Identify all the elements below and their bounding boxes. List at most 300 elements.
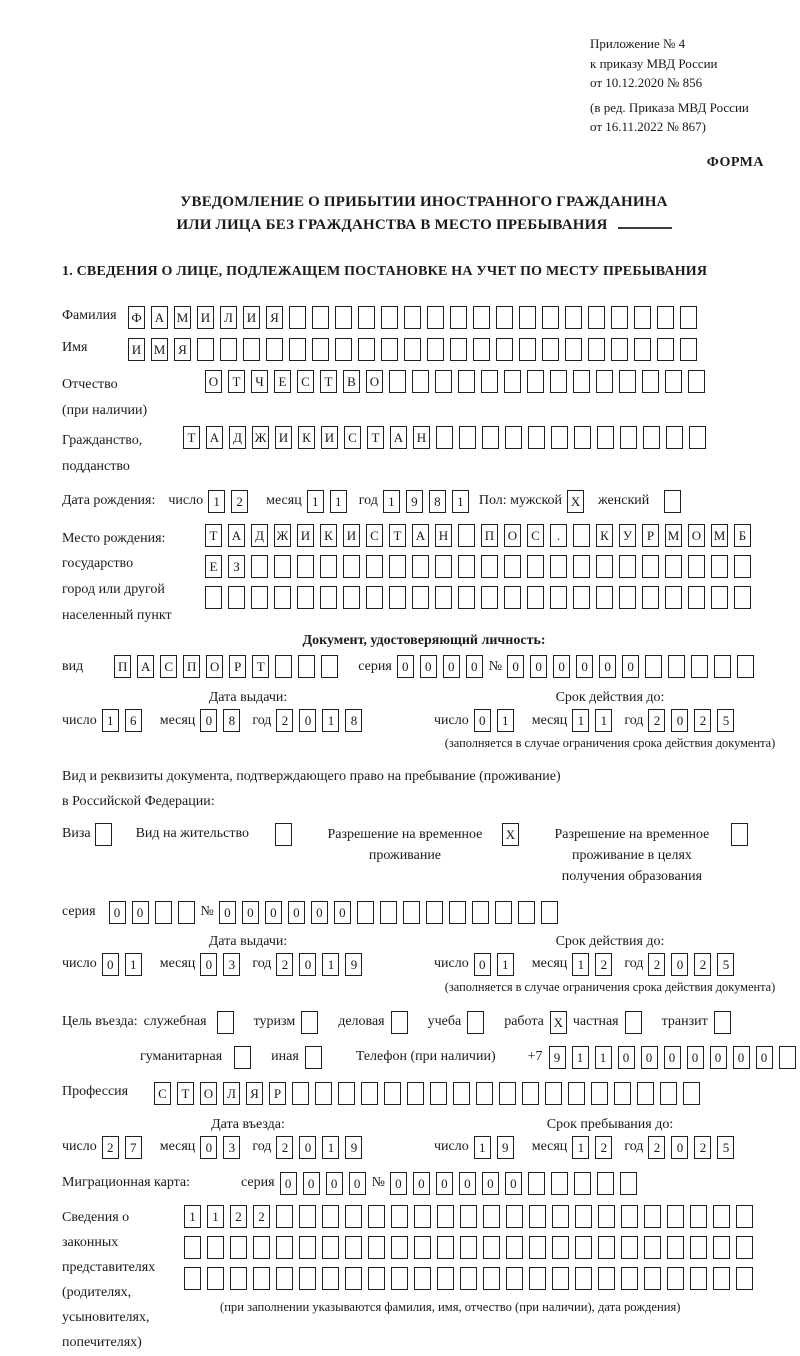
purpose-delovaya-checkbox[interactable] <box>391 1011 414 1034</box>
char-box[interactable]: С <box>527 524 544 547</box>
char-box[interactable] <box>552 1236 569 1259</box>
char-box[interactable]: О <box>504 524 521 547</box>
char-box[interactable] <box>550 555 567 578</box>
char-box[interactable]: И <box>321 426 338 449</box>
char-box[interactable] <box>528 426 545 449</box>
char-box[interactable]: 0 <box>109 901 126 924</box>
char-box[interactable] <box>184 1236 201 1259</box>
char-box[interactable] <box>519 306 536 329</box>
char-box[interactable] <box>366 586 383 609</box>
char-box[interactable]: 3 <box>223 953 240 976</box>
char-box[interactable]: 1 <box>307 490 324 513</box>
char-box[interactable]: С <box>160 655 177 678</box>
char-box[interactable] <box>414 1236 431 1259</box>
char-box[interactable]: 0 <box>413 1172 430 1195</box>
doc-valid-month-boxes[interactable] <box>572 709 618 732</box>
char-box[interactable] <box>483 1267 500 1290</box>
char-box[interactable] <box>404 338 421 361</box>
char-box[interactable] <box>642 586 659 609</box>
char-box[interactable] <box>598 1205 615 1228</box>
char-box[interactable] <box>426 901 443 924</box>
char-box[interactable] <box>591 1082 608 1105</box>
char-box[interactable] <box>736 1236 753 1259</box>
char-box[interactable]: И <box>297 524 314 547</box>
char-box[interactable] <box>298 655 315 678</box>
char-box[interactable] <box>435 370 452 393</box>
birthplace-row2-boxes[interactable] <box>205 555 757 578</box>
char-box[interactable]: 0 <box>474 709 491 732</box>
char-box[interactable]: 0 <box>397 655 414 678</box>
char-box[interactable]: Я <box>174 338 191 361</box>
char-box[interactable] <box>688 555 705 578</box>
char-box[interactable]: 0 <box>507 655 524 678</box>
char-box[interactable] <box>453 1082 470 1105</box>
char-box[interactable] <box>460 1205 477 1228</box>
char-box[interactable] <box>665 370 682 393</box>
residence-valid-year-boxes[interactable] <box>648 953 740 976</box>
char-box[interactable] <box>320 555 337 578</box>
citizenship-boxes[interactable] <box>183 426 712 449</box>
char-box[interactable]: Н <box>413 426 430 449</box>
char-box[interactable] <box>506 1267 523 1290</box>
char-box[interactable] <box>637 1082 654 1105</box>
char-box[interactable]: 1 <box>208 490 225 513</box>
char-box[interactable] <box>634 306 651 329</box>
char-box[interactable]: 9 <box>345 1136 362 1159</box>
char-box[interactable] <box>714 655 731 678</box>
char-box[interactable] <box>243 338 260 361</box>
char-box[interactable] <box>644 1236 661 1259</box>
char-box[interactable] <box>228 586 245 609</box>
doc-valid-day-boxes[interactable] <box>474 709 520 732</box>
char-box[interactable] <box>575 1205 592 1228</box>
char-box[interactable] <box>619 370 636 393</box>
char-box[interactable] <box>483 1236 500 1259</box>
birthdate-year-boxes[interactable] <box>383 490 475 513</box>
char-box[interactable]: М <box>665 524 682 547</box>
char-box[interactable]: 0 <box>349 1172 366 1195</box>
char-box[interactable] <box>358 338 375 361</box>
char-box[interactable] <box>573 524 590 547</box>
char-box[interactable] <box>496 338 513 361</box>
char-box[interactable] <box>184 1267 201 1290</box>
char-box[interactable]: 2 <box>231 490 248 513</box>
char-box[interactable]: С <box>366 524 383 547</box>
char-box[interactable] <box>343 555 360 578</box>
char-box[interactable] <box>621 1205 638 1228</box>
char-box[interactable] <box>482 426 499 449</box>
char-box[interactable] <box>322 1236 339 1259</box>
char-box[interactable] <box>731 823 748 846</box>
surname-boxes[interactable] <box>128 306 703 329</box>
char-box[interactable] <box>427 306 444 329</box>
char-box[interactable] <box>251 555 268 578</box>
char-box[interactable] <box>276 1236 293 1259</box>
char-box[interactable] <box>504 586 521 609</box>
char-box[interactable] <box>527 586 544 609</box>
char-box[interactable] <box>414 1205 431 1228</box>
char-box[interactable]: Б <box>734 524 751 547</box>
char-box[interactable] <box>529 1267 546 1290</box>
char-box[interactable] <box>598 1267 615 1290</box>
char-box[interactable]: Ф <box>128 306 145 329</box>
char-box[interactable] <box>620 426 637 449</box>
profession-boxes[interactable] <box>154 1082 706 1105</box>
char-box[interactable]: 2 <box>276 709 293 732</box>
char-box[interactable] <box>529 1236 546 1259</box>
char-box[interactable]: 1 <box>497 953 514 976</box>
char-box[interactable] <box>619 586 636 609</box>
char-box[interactable]: Т <box>177 1082 194 1105</box>
char-box[interactable] <box>611 338 628 361</box>
char-box[interactable] <box>667 1236 684 1259</box>
char-box[interactable]: 0 <box>132 901 149 924</box>
patronymic-boxes[interactable] <box>205 370 711 393</box>
char-box[interactable]: 8 <box>223 709 240 732</box>
char-box[interactable] <box>361 1082 378 1105</box>
char-box[interactable] <box>217 1011 234 1034</box>
char-box[interactable] <box>597 1172 614 1195</box>
char-box[interactable]: 0 <box>299 953 316 976</box>
char-box[interactable] <box>611 306 628 329</box>
char-box[interactable] <box>380 901 397 924</box>
char-box[interactable] <box>381 338 398 361</box>
char-box[interactable] <box>366 555 383 578</box>
char-box[interactable] <box>404 306 421 329</box>
char-box[interactable] <box>305 1046 322 1069</box>
char-box[interactable] <box>680 338 697 361</box>
char-box[interactable]: О <box>688 524 705 547</box>
char-box[interactable] <box>472 901 489 924</box>
residence-series-boxes[interactable] <box>109 901 201 924</box>
representatives-row2-boxes[interactable] <box>184 1236 759 1259</box>
char-box[interactable] <box>473 338 490 361</box>
char-box[interactable] <box>299 1205 316 1228</box>
char-box[interactable] <box>155 901 172 924</box>
char-box[interactable] <box>335 306 352 329</box>
char-box[interactable]: 2 <box>276 953 293 976</box>
char-box[interactable]: 0 <box>622 655 639 678</box>
char-box[interactable] <box>620 1172 637 1195</box>
char-box[interactable]: 0 <box>436 1172 453 1195</box>
char-box[interactable]: 0 <box>326 1172 343 1195</box>
char-box[interactable] <box>343 586 360 609</box>
char-box[interactable] <box>680 306 697 329</box>
char-box[interactable] <box>95 823 112 846</box>
purpose-tranzit-checkbox[interactable] <box>714 1011 737 1034</box>
entry-year-boxes[interactable] <box>276 1136 368 1159</box>
char-box[interactable] <box>458 586 475 609</box>
char-box[interactable] <box>644 1205 661 1228</box>
migration-series-boxes[interactable] <box>280 1172 372 1195</box>
char-box[interactable]: 0 <box>687 1046 704 1069</box>
char-box[interactable] <box>588 306 605 329</box>
char-box[interactable]: 1 <box>474 1136 491 1159</box>
char-box[interactable] <box>506 1205 523 1228</box>
char-box[interactable] <box>435 555 452 578</box>
char-box[interactable] <box>688 370 705 393</box>
female-checkbox[interactable] <box>664 490 687 513</box>
char-box[interactable]: 8 <box>345 709 362 732</box>
char-box[interactable] <box>297 555 314 578</box>
char-box[interactable] <box>690 1267 707 1290</box>
char-box[interactable]: 0 <box>553 655 570 678</box>
char-box[interactable] <box>368 1236 385 1259</box>
char-box[interactable] <box>391 1267 408 1290</box>
char-box[interactable]: И <box>243 306 260 329</box>
char-box[interactable]: 0 <box>242 901 259 924</box>
char-box[interactable]: 9 <box>549 1046 566 1069</box>
char-box[interactable] <box>481 586 498 609</box>
doc-number-boxes[interactable] <box>507 655 760 678</box>
char-box[interactable] <box>598 1236 615 1259</box>
char-box[interactable] <box>596 370 613 393</box>
char-box[interactable] <box>391 1236 408 1259</box>
birthdate-month-boxes[interactable] <box>307 490 353 513</box>
firstname-boxes[interactable] <box>128 338 703 361</box>
char-box[interactable]: 1 <box>572 709 589 732</box>
char-box[interactable]: И <box>343 524 360 547</box>
char-box[interactable]: В <box>343 370 360 393</box>
char-box[interactable]: 0 <box>311 901 328 924</box>
char-box[interactable] <box>667 1267 684 1290</box>
char-box[interactable]: 2 <box>648 953 665 976</box>
char-box[interactable]: 2 <box>595 1136 612 1159</box>
char-box[interactable] <box>276 1267 293 1290</box>
char-box[interactable]: 1 <box>497 709 514 732</box>
char-box[interactable] <box>713 1236 730 1259</box>
char-box[interactable] <box>436 426 453 449</box>
char-box[interactable] <box>315 1082 332 1105</box>
char-box[interactable]: М <box>711 524 728 547</box>
residence-issue-month-boxes[interactable] <box>200 953 246 976</box>
purpose-gumanitarnaya-checkbox[interactable] <box>234 1046 257 1069</box>
char-box[interactable] <box>683 1082 700 1105</box>
residence-valid-day-boxes[interactable] <box>474 953 520 976</box>
purpose-rabota-checkbox[interactable] <box>550 1011 573 1034</box>
char-box[interactable]: Р <box>229 655 246 678</box>
char-box[interactable] <box>667 1205 684 1228</box>
char-box[interactable] <box>253 1236 270 1259</box>
char-box[interactable]: 0 <box>443 655 460 678</box>
char-box[interactable] <box>714 1011 731 1034</box>
char-box[interactable] <box>660 1082 677 1105</box>
char-box[interactable]: 0 <box>219 901 236 924</box>
char-box[interactable]: Д <box>229 426 246 449</box>
char-box[interactable]: Е <box>205 555 222 578</box>
char-box[interactable]: 1 <box>452 490 469 513</box>
doc-issue-day-boxes[interactable] <box>102 709 148 732</box>
purpose-turizm-checkbox[interactable] <box>301 1011 324 1034</box>
char-box[interactable]: П <box>114 655 131 678</box>
char-box[interactable]: 0 <box>390 1172 407 1195</box>
char-box[interactable]: 9 <box>406 490 423 513</box>
representatives-row3-boxes[interactable] <box>184 1267 759 1290</box>
char-box[interactable] <box>384 1082 401 1105</box>
char-box[interactable]: 1 <box>383 490 400 513</box>
purpose-inaya-checkbox[interactable] <box>305 1046 328 1069</box>
char-box[interactable] <box>412 586 429 609</box>
char-box[interactable]: Ж <box>252 426 269 449</box>
char-box[interactable] <box>690 1236 707 1259</box>
purpose-sluzhebnaya-checkbox[interactable] <box>217 1011 240 1034</box>
stay-month-boxes[interactable] <box>572 1136 618 1159</box>
char-box[interactable] <box>542 306 559 329</box>
char-box[interactable] <box>550 586 567 609</box>
char-box[interactable]: С <box>154 1082 171 1105</box>
char-box[interactable] <box>519 338 536 361</box>
char-box[interactable] <box>690 1205 707 1228</box>
char-box[interactable] <box>665 586 682 609</box>
char-box[interactable] <box>345 1267 362 1290</box>
char-box[interactable]: А <box>228 524 245 547</box>
char-box[interactable]: 0 <box>200 1136 217 1159</box>
char-box[interactable]: 1 <box>322 953 339 976</box>
char-box[interactable]: О <box>366 370 383 393</box>
char-box[interactable] <box>450 338 467 361</box>
char-box[interactable] <box>527 370 544 393</box>
char-box[interactable]: 1 <box>595 709 612 732</box>
char-box[interactable] <box>779 1046 796 1069</box>
char-box[interactable] <box>297 586 314 609</box>
phone-boxes[interactable] <box>549 1046 800 1069</box>
char-box[interactable] <box>197 338 214 361</box>
char-box[interactable]: 1 <box>572 1046 589 1069</box>
char-box[interactable]: П <box>481 524 498 547</box>
char-box[interactable]: Т <box>367 426 384 449</box>
visa-checkbox[interactable] <box>95 823 118 846</box>
char-box[interactable]: Р <box>642 524 659 547</box>
char-box[interactable]: 2 <box>648 1136 665 1159</box>
char-box[interactable] <box>551 426 568 449</box>
char-box[interactable] <box>345 1236 362 1259</box>
char-box[interactable] <box>459 426 476 449</box>
char-box[interactable]: Т <box>389 524 406 547</box>
char-box[interactable] <box>541 901 558 924</box>
char-box[interactable]: Т <box>320 370 337 393</box>
doc-issue-month-boxes[interactable] <box>200 709 246 732</box>
char-box[interactable]: О <box>200 1082 217 1105</box>
char-box[interactable] <box>737 655 754 678</box>
char-box[interactable] <box>407 1082 424 1105</box>
char-box[interactable] <box>458 524 475 547</box>
char-box[interactable]: О <box>205 370 222 393</box>
char-box[interactable] <box>389 555 406 578</box>
char-box[interactable]: Р <box>269 1082 286 1105</box>
char-box[interactable] <box>178 901 195 924</box>
rvpo-checkbox[interactable] <box>731 823 754 846</box>
char-box[interactable] <box>320 586 337 609</box>
char-box[interactable] <box>437 1267 454 1290</box>
char-box[interactable]: И <box>197 306 214 329</box>
char-box[interactable] <box>711 555 728 578</box>
char-box[interactable]: 0 <box>671 709 688 732</box>
char-box[interactable] <box>483 1205 500 1228</box>
char-box[interactable]: 1 <box>322 709 339 732</box>
char-box[interactable]: Т <box>205 524 222 547</box>
doc-series-boxes[interactable] <box>397 655 489 678</box>
char-box[interactable] <box>437 1236 454 1259</box>
char-box[interactable] <box>634 338 651 361</box>
char-box[interactable] <box>736 1205 753 1228</box>
char-box[interactable]: 0 <box>756 1046 773 1069</box>
char-box[interactable]: Т <box>183 426 200 449</box>
char-box[interactable]: 9 <box>345 953 362 976</box>
char-box[interactable]: 6 <box>125 709 142 732</box>
char-box[interactable]: 0 <box>710 1046 727 1069</box>
char-box[interactable]: 0 <box>599 655 616 678</box>
char-box[interactable] <box>389 370 406 393</box>
char-box[interactable]: 0 <box>530 655 547 678</box>
char-box[interactable] <box>734 555 751 578</box>
char-box[interactable]: 1 <box>572 1136 589 1159</box>
char-box[interactable] <box>230 1267 247 1290</box>
char-box[interactable] <box>689 426 706 449</box>
char-box[interactable] <box>289 306 306 329</box>
char-box[interactable]: К <box>298 426 315 449</box>
char-box[interactable] <box>207 1236 224 1259</box>
char-box[interactable] <box>220 338 237 361</box>
char-box[interactable]: Ж <box>274 524 291 547</box>
char-box[interactable] <box>644 1267 661 1290</box>
char-box[interactable]: 2 <box>253 1205 270 1228</box>
char-box[interactable]: 1 <box>102 709 119 732</box>
char-box[interactable] <box>565 306 582 329</box>
char-box[interactable] <box>551 1172 568 1195</box>
doc-type-boxes[interactable] <box>114 655 344 678</box>
char-box[interactable] <box>713 1205 730 1228</box>
char-box[interactable] <box>435 586 452 609</box>
char-box[interactable] <box>275 655 292 678</box>
char-box[interactable] <box>550 370 567 393</box>
char-box[interactable] <box>274 555 291 578</box>
char-box[interactable] <box>573 555 590 578</box>
char-box[interactable] <box>481 370 498 393</box>
char-box[interactable]: А <box>151 306 168 329</box>
char-box[interactable] <box>412 555 429 578</box>
char-box[interactable]: 0 <box>299 1136 316 1159</box>
char-box[interactable]: А <box>137 655 154 678</box>
char-box[interactable] <box>645 655 662 678</box>
char-box[interactable] <box>575 1267 592 1290</box>
char-box[interactable]: 0 <box>420 655 437 678</box>
char-box[interactable] <box>368 1267 385 1290</box>
char-box[interactable] <box>467 1011 484 1034</box>
char-box[interactable] <box>496 306 513 329</box>
char-box[interactable]: 0 <box>733 1046 750 1069</box>
char-box[interactable] <box>335 338 352 361</box>
char-box[interactable] <box>275 823 292 846</box>
char-box[interactable] <box>289 338 306 361</box>
char-box[interactable] <box>643 426 660 449</box>
stay-day-boxes[interactable] <box>474 1136 520 1159</box>
char-box[interactable] <box>573 586 590 609</box>
char-box[interactable] <box>568 1082 585 1105</box>
char-box[interactable] <box>449 901 466 924</box>
char-box[interactable] <box>292 1082 309 1105</box>
char-box[interactable] <box>460 1236 477 1259</box>
char-box[interactable] <box>321 655 338 678</box>
purpose-chastnaya-checkbox[interactable] <box>625 1011 648 1034</box>
char-box[interactable] <box>450 306 467 329</box>
char-box[interactable]: 0 <box>102 953 119 976</box>
char-box[interactable] <box>251 586 268 609</box>
char-box[interactable] <box>713 1267 730 1290</box>
char-box[interactable]: 5 <box>717 709 734 732</box>
char-box[interactable] <box>575 1236 592 1259</box>
char-box[interactable] <box>642 370 659 393</box>
char-box[interactable]: Т <box>228 370 245 393</box>
